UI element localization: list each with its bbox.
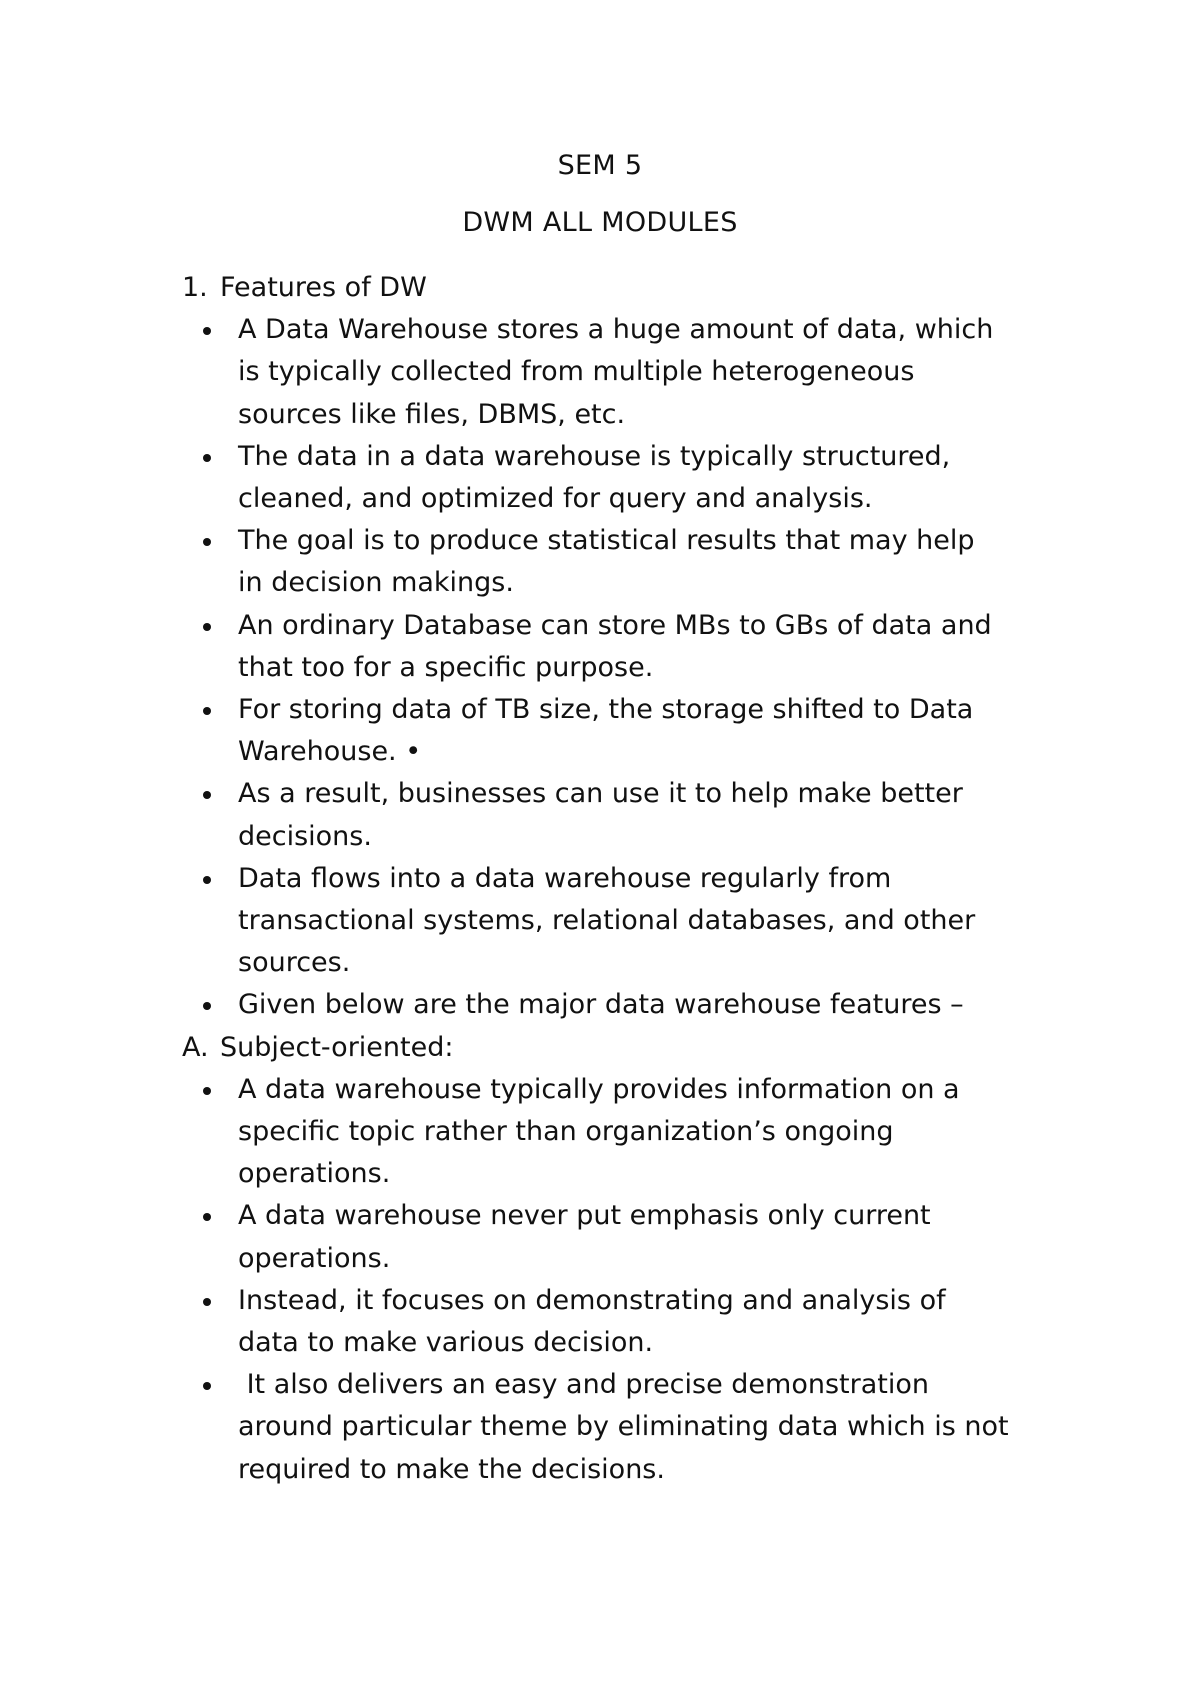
document-title: SEM 5: [557, 150, 643, 181]
list-item-line: A Data Warehouse stores a huge amount of data, which: [238, 314, 994, 346]
list-item-line: decisions.: [238, 820, 372, 852]
list-item-line: that too for a specific purpose.: [238, 651, 654, 683]
section-heading-subject-oriented: [182, 1027, 1082, 1069]
list-item-line: The data in a data warehouse is typically structured,: [238, 440, 951, 472]
document-body: [182, 267, 1082, 1491]
list-item-line: is typically collected from multiple heterogeneous: [238, 356, 915, 388]
list-item: [182, 773, 1082, 857]
list-item-line: operations.: [238, 1158, 391, 1190]
section-heading-text: Subject-oriented:: [220, 1031, 454, 1063]
list-item: [182, 858, 1082, 985]
list-item: [182, 1280, 1082, 1364]
list-item-line: Given below are the major data warehouse features –: [238, 989, 964, 1021]
section-letter: A.: [182, 1031, 209, 1063]
list-item: [182, 689, 1082, 773]
document-subtitle: DWM ALL MODULES: [462, 207, 738, 238]
list-item-line: operations.: [238, 1242, 391, 1274]
list-item-line: sources like files, DBMS, etc.: [238, 398, 626, 430]
list-item-line: It also delivers an easy and precise demonstration: [238, 1369, 929, 1401]
list-item: [182, 1069, 1082, 1196]
list-item-line: An ordinary Database can store MBs to GBs of data and: [238, 609, 992, 641]
list-item: [182, 520, 1082, 604]
list-item: [182, 436, 1082, 520]
list-item-line: Instead, it focuses on demonstrating and analysis of: [238, 1284, 946, 1316]
list-item: [182, 984, 1082, 1026]
list-item-line: Warehouse. •: [238, 736, 422, 768]
list-item-line: transactional systems, relational databases, and other: [238, 905, 976, 937]
list-item-line: Data flows into a data warehouse regularly from: [238, 862, 892, 894]
features-bullet-list: [182, 309, 1082, 1026]
list-item: [182, 605, 1082, 689]
list-item-line: A data warehouse typically provides information on a: [238, 1073, 960, 1105]
list-item-line: around particular theme by eliminating data which is not: [238, 1411, 1009, 1443]
subject-oriented-bullet-list: [182, 1069, 1082, 1491]
list-item: [182, 1195, 1082, 1279]
list-item: [182, 309, 1082, 436]
list-item: [182, 1364, 1082, 1491]
list-item-line: A data warehouse never put emphasis only current: [238, 1200, 931, 1232]
list-item-line: specific topic rather than organization’s ongoing: [238, 1116, 894, 1148]
list-item-line: For storing data of TB size, the storage shifted to Data: [238, 694, 974, 726]
list-item-line: required to make the decisions.: [238, 1453, 665, 1485]
list-item-line: in decision makings.: [238, 567, 514, 599]
list-item-line: data to make various decision.: [238, 1327, 654, 1359]
section-heading-features: [182, 267, 1082, 309]
list-item-line: As a result, businesses can use it to help make better: [238, 778, 963, 810]
section-number: 1.: [182, 272, 208, 303]
list-item-line: cleaned, and optimized for query and analysis.: [238, 483, 873, 515]
section-heading-text: Features of DW: [220, 272, 427, 303]
list-item-line: sources.: [238, 947, 351, 979]
list-item-line: The goal is to produce statistical results that may help: [238, 525, 975, 557]
